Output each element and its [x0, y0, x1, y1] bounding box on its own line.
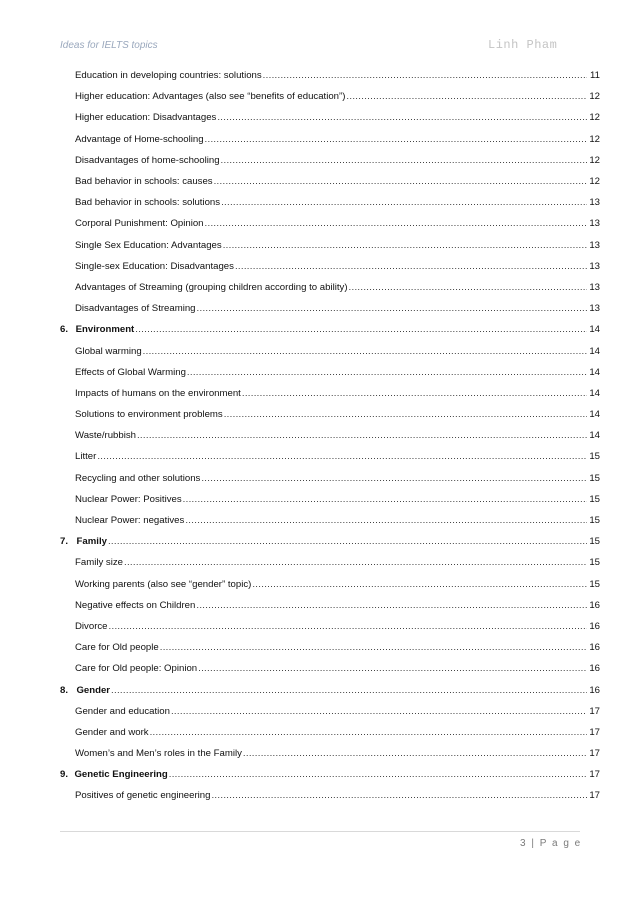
toc-page-number: 12 — [589, 112, 600, 124]
toc-page-number: 14 — [589, 387, 600, 399]
toc-page-number: 12 — [589, 91, 600, 103]
toc-entry[interactable] — [60, 404, 600, 425]
toc-entry[interactable] — [60, 574, 600, 595]
toc-entry-label: Bad behavior in schools: solutions — [75, 197, 221, 209]
toc-entry-label: Higher education: Disadvantages — [75, 112, 217, 124]
toc-entry[interactable] — [60, 552, 600, 573]
toc-page-number: 13 — [589, 260, 600, 272]
toc-dot-leader — [135, 324, 587, 335]
toc-dot-leader — [346, 91, 587, 102]
toc-entry-label: Nuclear Power: Positives — [75, 493, 182, 505]
toc-dot-leader — [224, 409, 587, 420]
toc-entry-label: Single Sex Education: Advantages — [75, 239, 222, 251]
toc-page-number: 13 — [589, 239, 600, 251]
toc-dot-leader — [221, 197, 587, 208]
page-header — [60, 40, 580, 56]
toc-entry-label: Litter — [75, 451, 97, 463]
toc-entry[interactable] — [60, 340, 600, 361]
toc-entry-label: Genetic Engineering — [74, 769, 168, 781]
toc-dot-leader — [109, 621, 587, 632]
toc-entry-label: Gender — [76, 684, 111, 696]
toc-page-number: 15 — [589, 578, 600, 590]
toc-entry-label: Bad behavior in schools: causes — [75, 176, 213, 188]
toc-dot-leader — [205, 218, 587, 229]
toc-dot-leader — [137, 430, 587, 441]
toc-entry-label: Environment — [75, 324, 135, 336]
toc-section-number: 8. — [60, 684, 69, 696]
toc-page-number: 13 — [589, 197, 600, 209]
toc-page-number: 12 — [589, 154, 600, 166]
toc-entry[interactable] — [60, 235, 600, 256]
toc-page-number: 17 — [589, 790, 600, 802]
toc-entry-label: Higher education: Advantages (also see “benefits of education”) — [75, 91, 346, 103]
toc-dot-leader — [97, 451, 587, 462]
toc-dot-leader — [171, 706, 587, 717]
toc-dot-leader — [242, 388, 587, 399]
toc-entry-label: Corporal Punishment: Opinion — [75, 218, 204, 230]
toc-dot-leader — [263, 70, 587, 81]
toc-entry[interactable] — [60, 65, 600, 86]
toc-entry[interactable] — [60, 256, 600, 277]
toc-entry[interactable] — [60, 277, 600, 298]
toc-entry-label: Single-sex Education: Disadvantages — [75, 260, 234, 272]
toc-entry[interactable] — [60, 722, 600, 743]
toc-page-number: 16 — [589, 599, 600, 611]
toc-dot-leader — [197, 303, 587, 314]
toc-entry-label: Negative effects on Children — [75, 599, 196, 611]
header-author: Linh Pham — [488, 38, 558, 52]
toc-entry-label: Impacts of humans on the environment — [75, 387, 241, 399]
toc-entry[interactable] — [60, 510, 600, 531]
toc-entry-label: Family — [76, 536, 107, 548]
toc-dot-leader — [201, 473, 587, 484]
toc-page-number: 13 — [589, 218, 600, 230]
toc-entry[interactable] — [60, 595, 600, 616]
toc-page-number: 16 — [589, 642, 600, 654]
toc-entry-label: Disadvantages of home-schooling — [75, 154, 220, 166]
toc-dot-leader — [221, 155, 587, 166]
toc-dot-leader — [185, 515, 587, 526]
toc-dot-leader — [108, 536, 587, 547]
toc-entry-label: Women’s and Men’s roles in the Family — [75, 748, 242, 760]
toc-dot-leader — [124, 557, 587, 568]
toc-page-number: 14 — [589, 409, 600, 421]
toc-entry-label: Working parents (also see “gender” topic) — [75, 578, 252, 590]
toc-page-number: 15 — [589, 451, 600, 463]
toc-entry-label: Waste/rubbish — [75, 430, 136, 442]
toc-entry[interactable] — [60, 107, 600, 128]
toc-page-number: 13 — [589, 303, 600, 315]
footer-divider — [60, 831, 580, 832]
toc-dot-leader — [205, 134, 587, 145]
toc-entry-label: Family size — [75, 557, 123, 569]
toc-entry[interactable] — [60, 192, 600, 213]
toc-entry[interactable] — [60, 150, 600, 171]
toc-page-number: 15 — [589, 515, 600, 527]
footer-page-word: P a g e — [539, 838, 582, 849]
toc-page-number: 17 — [589, 769, 600, 781]
toc-entry-label: Care for Old people — [75, 642, 159, 654]
toc-entry[interactable] — [60, 743, 600, 764]
toc-entry[interactable] — [60, 658, 600, 679]
toc-page-number: 12 — [589, 133, 600, 145]
toc-entry[interactable] — [60, 298, 600, 319]
toc-dot-leader — [183, 494, 587, 505]
toc-section-entry[interactable] — [60, 531, 600, 552]
toc-page-number: 15 — [589, 472, 600, 484]
toc-section-number: 6. — [60, 324, 69, 336]
toc-dot-leader — [214, 176, 587, 187]
toc-entry[interactable] — [60, 785, 600, 806]
toc-section-number: 7. — [60, 536, 69, 548]
toc-entry-label: Care for Old people: Opinion — [75, 663, 198, 675]
toc-dot-leader — [187, 367, 587, 378]
toc-entry-label: Advantage of Home-schooling — [75, 133, 204, 145]
toc-entry[interactable] — [60, 489, 600, 510]
toc-page-number: 16 — [589, 620, 600, 632]
table-of-contents — [60, 65, 600, 807]
toc-entry-label: Education in developing countries: solutions — [75, 70, 262, 82]
toc-page-number: 17 — [589, 705, 600, 717]
toc-dot-leader — [235, 261, 587, 272]
toc-dot-leader — [196, 600, 587, 611]
toc-section-entry[interactable] — [60, 679, 600, 700]
toc-entry-label: Recycling and other solutions — [75, 472, 201, 484]
toc-entry-label: Effects of Global Warming — [75, 366, 186, 378]
toc-entry-label: Advantages of Streaming (grouping children according to ability) — [75, 281, 348, 293]
toc-entry-label: Gender and education — [75, 705, 170, 717]
toc-entry[interactable] — [60, 213, 600, 234]
toc-page-number: 16 — [589, 663, 600, 675]
toc-entry[interactable] — [60, 362, 600, 383]
page-footer — [520, 838, 582, 849]
toc-dot-leader — [349, 282, 587, 293]
toc-entry[interactable] — [60, 86, 600, 107]
toc-page-number: 17 — [589, 726, 600, 738]
toc-dot-leader — [198, 663, 587, 674]
header-title: Ideas for IELTS topics — [60, 40, 158, 51]
toc-entry[interactable] — [60, 425, 600, 446]
toc-entry-label: Global warming — [75, 345, 142, 357]
toc-dot-leader — [217, 112, 587, 123]
toc-dot-leader — [211, 790, 587, 801]
toc-entry-label: Solutions to environment problems — [75, 409, 223, 421]
toc-dot-leader — [143, 346, 587, 357]
toc-entry[interactable] — [60, 701, 600, 722]
toc-page-number: 12 — [589, 176, 600, 188]
toc-entry[interactable] — [60, 468, 600, 489]
toc-page-number: 11 — [590, 70, 600, 82]
toc-page-number: 14 — [589, 366, 600, 378]
toc-dot-leader — [252, 579, 587, 590]
toc-entry-label: Divorce — [75, 620, 108, 632]
toc-page-number: 15 — [589, 493, 600, 505]
toc-page-number: 15 — [589, 557, 600, 569]
toc-page-number: 17 — [589, 748, 600, 760]
footer-separator: | — [531, 838, 536, 849]
toc-dot-leader — [169, 769, 587, 780]
toc-section-entry[interactable] — [60, 764, 600, 785]
toc-page-number: 14 — [589, 345, 600, 357]
toc-dot-leader — [223, 240, 587, 251]
toc-entry-label: Positives of genetic engineering — [75, 790, 211, 802]
toc-dot-leader — [111, 685, 587, 696]
toc-page-number: 13 — [589, 281, 600, 293]
toc-entry-label: Disadvantages of Streaming — [75, 303, 196, 315]
toc-entry-label: Nuclear Power: negatives — [75, 515, 185, 527]
toc-dot-leader — [243, 748, 587, 759]
toc-entry-label: Gender and work — [75, 726, 149, 738]
toc-entry[interactable] — [60, 616, 600, 637]
toc-entry[interactable] — [60, 446, 600, 467]
toc-dot-leader — [160, 642, 587, 653]
toc-dot-leader — [150, 727, 587, 738]
toc-entry[interactable] — [60, 383, 600, 404]
toc-section-number: 9. — [60, 769, 69, 781]
toc-entry[interactable] — [60, 637, 600, 658]
footer-page-number: 3 — [520, 838, 528, 849]
toc-page-number: 15 — [589, 536, 600, 548]
toc-section-entry[interactable] — [60, 319, 600, 340]
toc-page-number: 14 — [589, 430, 600, 442]
toc-page-number: 16 — [589, 684, 600, 696]
toc-page-number: 14 — [589, 324, 600, 336]
toc-entry[interactable] — [60, 171, 600, 192]
toc-entry[interactable] — [60, 129, 600, 150]
